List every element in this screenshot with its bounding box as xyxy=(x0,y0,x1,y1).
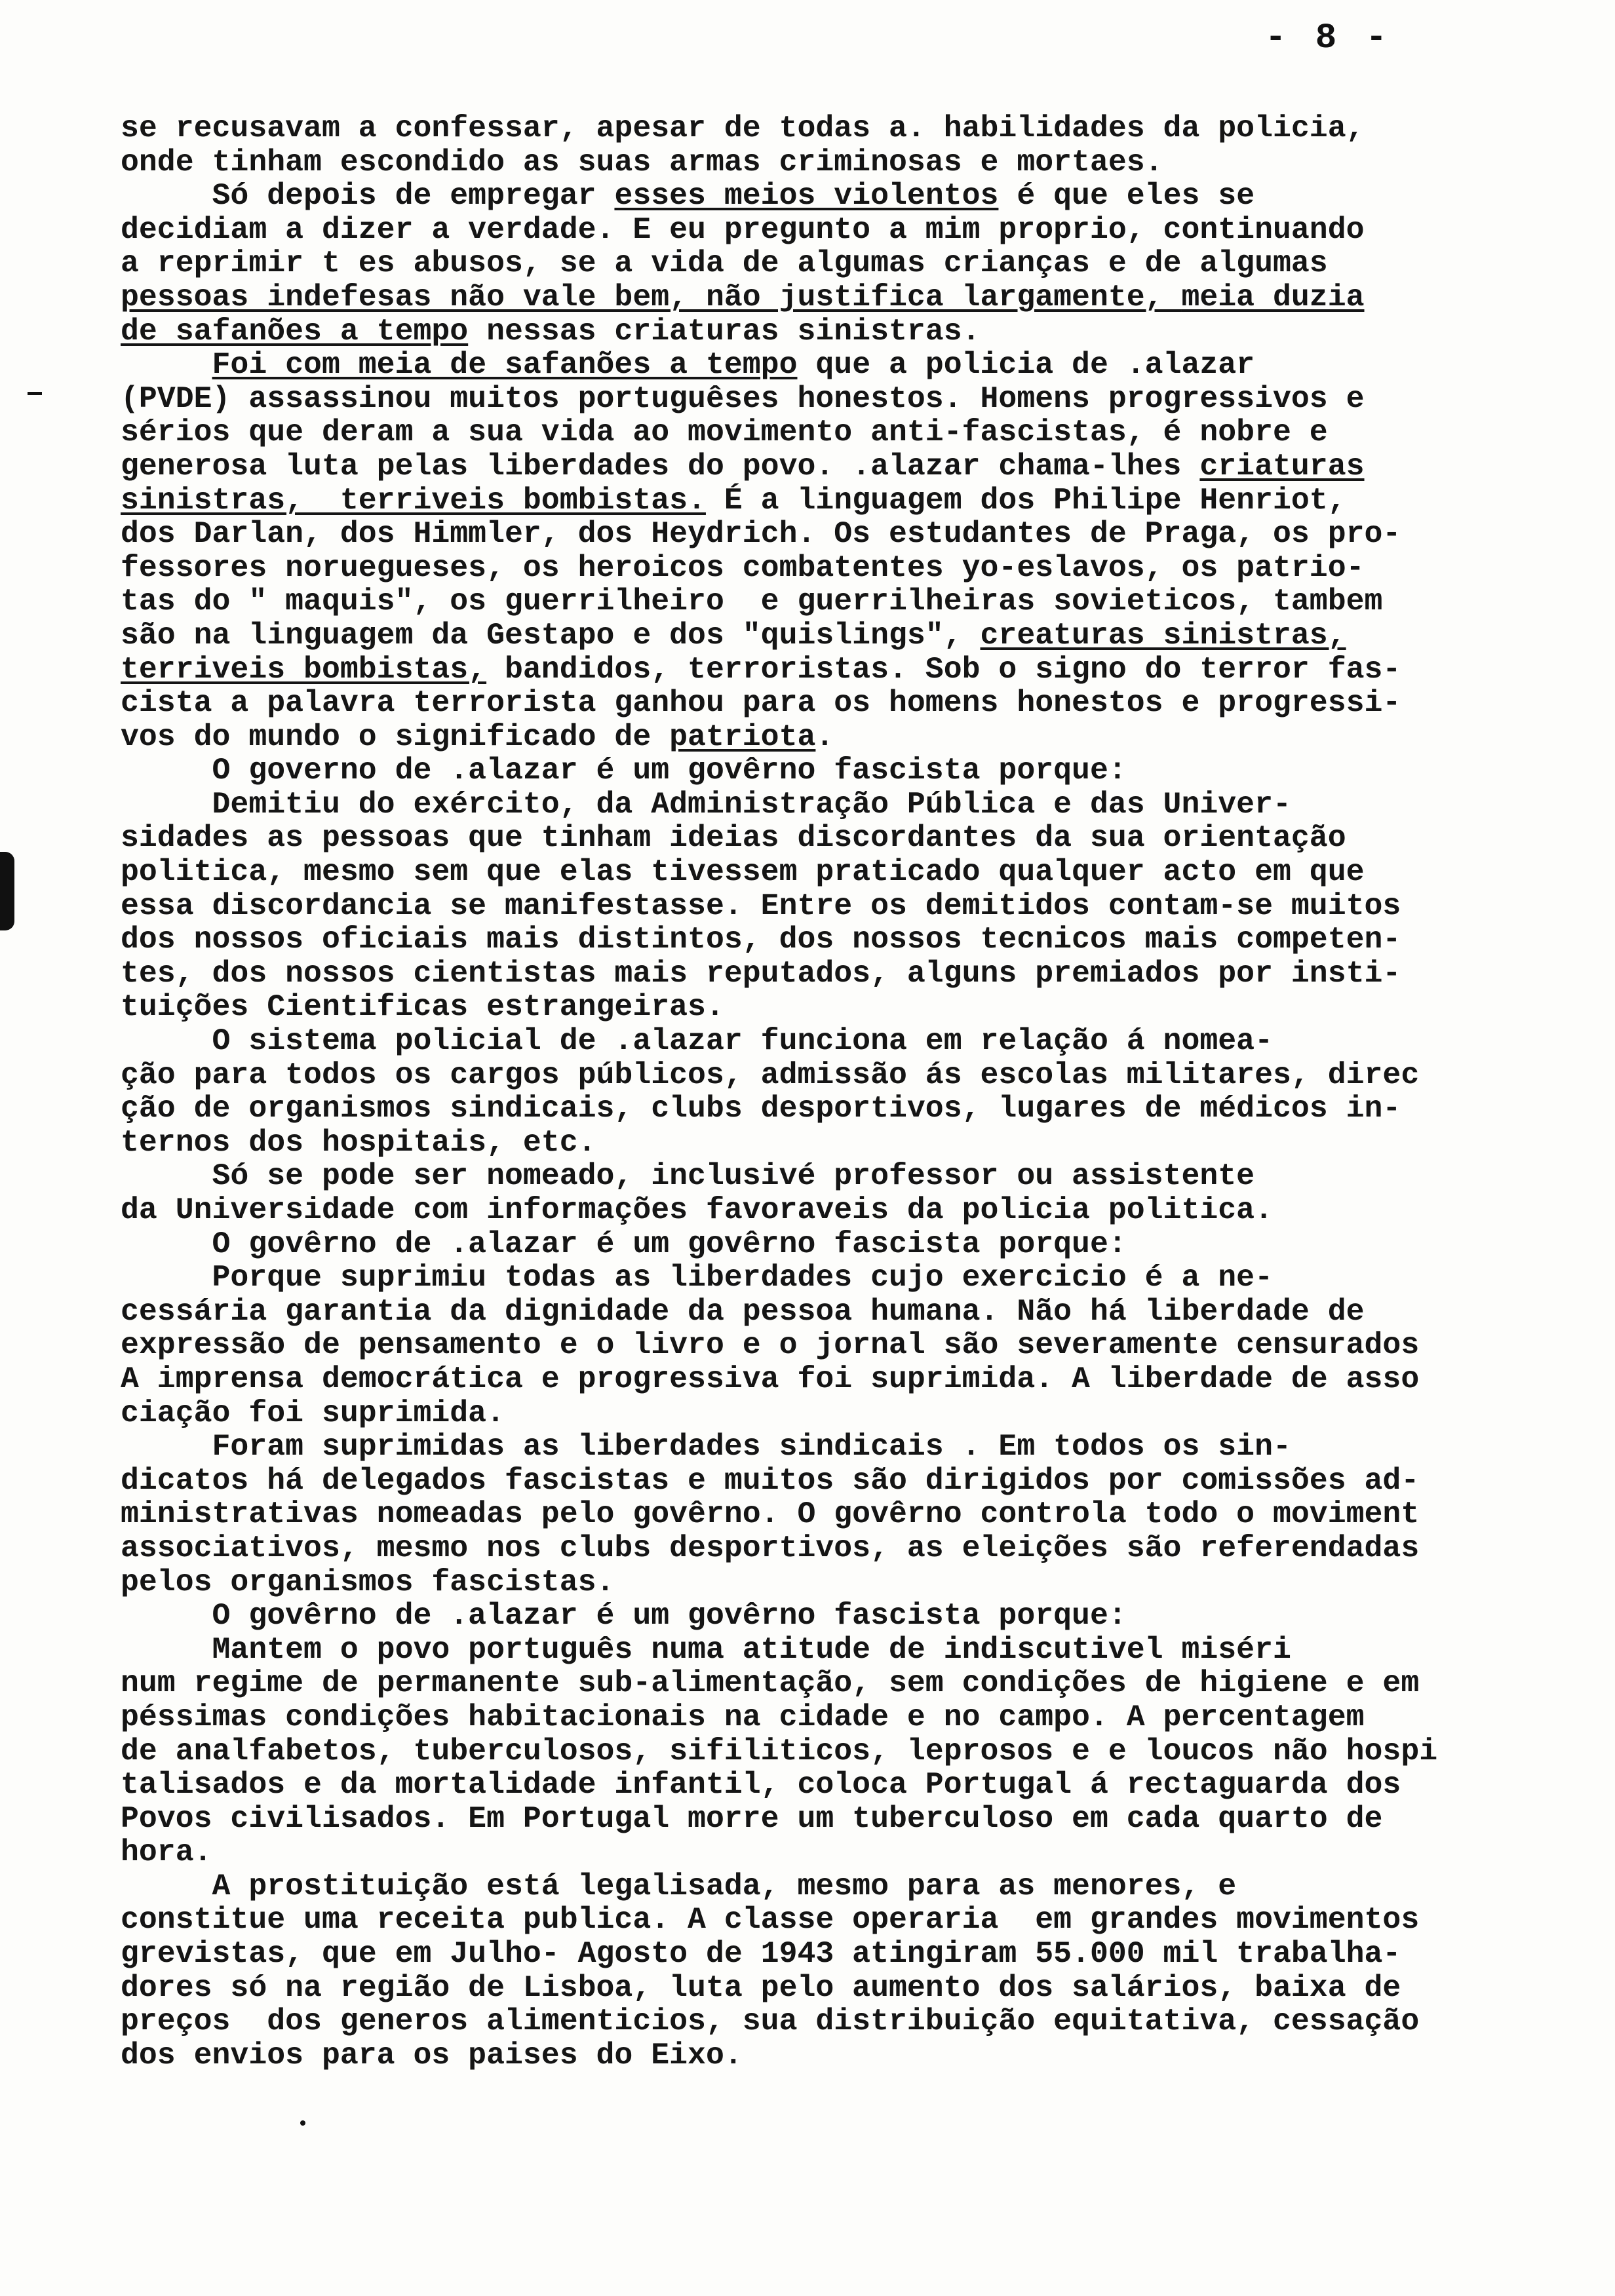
text-segment: Foram suprimidas as liberdades sindicais . Em todos os sin- xyxy=(121,1429,1291,1464)
underlined-text: creaturas sinistras, xyxy=(980,617,1346,653)
text-segment: onde tinham escondido as suas armas criminosas e mortaes. xyxy=(121,144,1163,180)
text-segment: ministrativas nomeadas pelo govêrno. O govêrno controla todo o moviment xyxy=(121,1497,1420,1532)
text-line xyxy=(121,686,1490,720)
text-segment: de analfabetos, tuberculosos, sifiliticos, leprosos e e loucos não hospi xyxy=(121,1733,1438,1769)
text-segment: Só se pode ser nomeado, inclusivé professor ou assistente xyxy=(121,1158,1255,1194)
text-segment xyxy=(121,347,212,382)
text-line xyxy=(121,788,1490,822)
text-segment: decidiam a dizer a verdade. E eu pregunto a mim proprio, continuando xyxy=(121,212,1365,247)
text-line xyxy=(121,1903,1490,1937)
text-line xyxy=(121,111,1490,145)
text-segment: ciação foi suprimida. xyxy=(121,1395,505,1430)
text-segment: O govêrno de .alazar é um govêrno fascista porque: xyxy=(121,1226,1127,1261)
text-line xyxy=(121,1396,1490,1430)
underlined-text: sinistras, terriveis bombistas. xyxy=(121,482,706,518)
text-segment: grevistas, que em Julho- Agosto de 1943 atingiram 55.000 mil trabalha- xyxy=(121,1936,1401,1972)
text-line xyxy=(121,1599,1490,1633)
text-segment: O governo de .alazar é um govêrno fascista porque: xyxy=(121,753,1127,788)
text-segment: (PVDE) assassinou muitos portuguêses honestos. Homens progressivos e xyxy=(121,381,1365,416)
text-line xyxy=(121,2004,1490,2038)
text-line xyxy=(121,1024,1490,1058)
text-segment: da Universidade com informações favoraveis da policia politica. xyxy=(121,1193,1273,1227)
text-line xyxy=(121,923,1490,957)
text-segment: vos do mundo o significado de xyxy=(121,719,670,754)
text-segment: péssimas condições habitacionais na cidade e no campo. A percentagem xyxy=(121,1699,1365,1734)
text-segment: dores só na região de Lisboa, luta pelo aumento dos salários, baixa de xyxy=(121,1970,1401,2005)
underlined-text: de safanões a tempo xyxy=(121,313,469,349)
text-line xyxy=(121,1464,1490,1498)
text-segment: fessores noruegueses, os heroicos combatentes yo-eslavos, os patrio- xyxy=(121,550,1365,585)
text-segment: tuições Cientificas estrangeiras. xyxy=(121,989,724,1025)
text-line xyxy=(121,754,1490,788)
text-line xyxy=(121,1159,1490,1193)
text-segment: são na linguagem da Gestapo e dos "quislings", xyxy=(121,617,981,653)
text-segment: essa discordancia se manifestasse. Entre os demitidos contam-se muitos xyxy=(121,888,1401,923)
text-line xyxy=(121,551,1490,585)
text-line xyxy=(121,1362,1490,1396)
typewritten-body xyxy=(121,111,1490,2072)
text-line xyxy=(121,145,1490,180)
text-segment: Mantem o povo português numa atitude de indiscutivel miséri xyxy=(121,1632,1291,1667)
text-line xyxy=(121,1835,1490,1869)
text-segment: cessária garantia da dignidade da pessoa humana. Não há liberdade de xyxy=(121,1293,1365,1329)
underlined-text: esses meios violentos xyxy=(614,178,999,214)
text-line xyxy=(121,517,1490,551)
page-number: - 8 - xyxy=(1265,18,1391,58)
text-segment: tas do " maquis", os guerrilheiro e guerrilheiras sovieticos, tambem xyxy=(121,584,1383,619)
text-segment: ção de organismos sindicais, clubs desportivos, lugares de médicos in- xyxy=(121,1091,1401,1126)
text-line xyxy=(121,821,1490,855)
text-line xyxy=(121,619,1490,653)
text-segment: pelos organismos fascistas. xyxy=(121,1564,615,1599)
text-segment: O govêrno de .alazar é um govêrno fascista porque: xyxy=(121,1598,1127,1634)
text-line xyxy=(121,213,1490,247)
text-line xyxy=(121,1768,1490,1802)
text-segment: É a linguagem dos Philipe Henriot, xyxy=(705,482,1346,518)
underlined-text: terriveis bombistas, xyxy=(121,651,487,687)
text-line xyxy=(121,1700,1490,1734)
text-line xyxy=(121,179,1490,213)
text-line xyxy=(121,1734,1490,1769)
text-line xyxy=(121,315,1490,349)
text-segment: é que eles se xyxy=(998,178,1255,214)
text-segment: dos nossos oficiais mais distintos, dos nossos tecnicos mais competen- xyxy=(121,922,1401,957)
text-segment: sérios que deram a sua vida ao movimento anti-fascistas, é nobre e xyxy=(121,415,1328,450)
text-segment: A prostituição está legalisada, mesmo para as menores, e xyxy=(121,1868,1237,1904)
text-segment: hora. xyxy=(121,1835,212,1870)
text-line xyxy=(121,1328,1490,1362)
underlined-text: Foi com meia de safanões a tempo xyxy=(212,347,798,383)
text-line xyxy=(121,653,1490,687)
text-line xyxy=(121,1937,1490,1971)
text-line xyxy=(121,382,1490,416)
underlined-text: criaturas xyxy=(1199,448,1365,484)
text-segment: associativos, mesmo nos clubs desportivos, as eleições são referendadas xyxy=(121,1530,1420,1565)
text-segment: . xyxy=(815,719,834,754)
margin-dash-mark xyxy=(28,392,42,395)
stray-dot-mark xyxy=(300,2120,305,2126)
text-line xyxy=(121,246,1490,280)
text-line xyxy=(121,1058,1490,1092)
text-line xyxy=(121,415,1490,450)
text-line xyxy=(121,1802,1490,1836)
binding-edge-mark xyxy=(0,852,14,930)
text-segment: talisados e da mortalidade infantil, coloca Portugal á rectaguarda dos xyxy=(121,1767,1401,1803)
text-line xyxy=(121,280,1490,315)
text-line xyxy=(121,1092,1490,1126)
text-line xyxy=(121,1261,1490,1295)
text-line xyxy=(121,450,1490,484)
text-segment: nessas criaturas sinistras. xyxy=(468,313,981,349)
text-segment: O sistema policial de .alazar funciona em relação á nomea- xyxy=(121,1024,1273,1059)
text-line xyxy=(121,484,1490,518)
text-segment: que a policia de .alazar xyxy=(797,347,1255,383)
text-segment: se recusavam a confessar, apesar de todas a. habilidades da policia, xyxy=(121,111,1365,145)
underlined-text: pessoas indefesas não vale bem, não justifica largamente, xyxy=(121,279,1182,315)
text-segment: num regime de permanente sub-alimentação, sem condições de higiene e em xyxy=(121,1666,1420,1701)
text-line xyxy=(121,1633,1490,1667)
text-segment: a reprimir t es abusos, se a vida de algumas crianças e de algumas xyxy=(121,246,1328,281)
underlined-text: meia duzia xyxy=(1181,279,1365,315)
text-segment: sidades as pessoas que tinham ideias discordantes da sua orientação xyxy=(121,820,1346,856)
text-segment: generosa luta pelas liberdades do povo. .alazar chama-lhes xyxy=(121,448,1200,484)
text-line xyxy=(121,584,1490,619)
text-segment: tes, dos nossos cientistas mais reputados, alguns premiados por insti- xyxy=(121,955,1401,991)
text-segment: Só depois de empregar xyxy=(121,178,615,214)
underlined-text: patriota xyxy=(669,719,816,754)
text-segment: cista a palavra terrorista ganhou para os homens honestos e progressi- xyxy=(121,685,1401,721)
text-segment: A imprensa democrática e progressiva foi suprimida. A liberdade de asso xyxy=(121,1361,1420,1396)
text-segment: Povos civilisados. Em Portugal morre um tuberculoso em cada quarto de xyxy=(121,1801,1383,1836)
text-line xyxy=(121,348,1490,382)
text-line xyxy=(121,1227,1490,1261)
text-segment: bandidos, terroristas. Sob o signo do terror fas- xyxy=(486,651,1401,687)
text-line xyxy=(121,2038,1490,2073)
text-segment: politica, mesmo sem que elas tivessem praticado qualquer acto em que xyxy=(121,854,1365,890)
text-line xyxy=(121,1295,1490,1329)
text-line xyxy=(121,1565,1490,1599)
text-segment: ção para todos os cargos públicos, admissão ás escolas militares, direc xyxy=(121,1057,1420,1092)
text-line xyxy=(121,1971,1490,2005)
text-segment: dicatos há delegados fascistas e muitos são dirigidos por comissões ad- xyxy=(121,1463,1420,1498)
text-segment: dos Darlan, dos Himmler, dos Heydrich. Os estudantes de Praga, os pro- xyxy=(121,516,1401,552)
text-line xyxy=(121,1869,1490,1904)
text-line xyxy=(121,1497,1490,1531)
text-segment: ternos dos hospitais, etc. xyxy=(121,1124,596,1160)
text-line xyxy=(121,957,1490,991)
text-segment: constitue uma receita publica. A classe operaria em grandes movimentos xyxy=(121,1902,1420,1938)
text-line xyxy=(121,1666,1490,1700)
text-line xyxy=(121,889,1490,923)
text-line xyxy=(121,720,1490,754)
text-segment: Porque suprimiu todas as liberdades cujo exercicio é a ne- xyxy=(121,1260,1273,1295)
text-line xyxy=(121,1430,1490,1464)
text-line xyxy=(121,990,1490,1024)
text-segment: dos envios para os paises do Eixo. xyxy=(121,2037,743,2073)
text-line xyxy=(121,1193,1490,1227)
text-segment: preços dos generos alimenticios, sua distribuição equitativa, cessação xyxy=(121,2004,1420,2039)
text-line xyxy=(121,1531,1490,1565)
text-line xyxy=(121,1126,1490,1160)
text-segment: expressão de pensamento e o livro e o jornal são severamente censurados xyxy=(121,1328,1420,1363)
text-line xyxy=(121,855,1490,889)
text-segment: Demitiu do exército, da Administração Pública e das Univer- xyxy=(121,786,1291,822)
